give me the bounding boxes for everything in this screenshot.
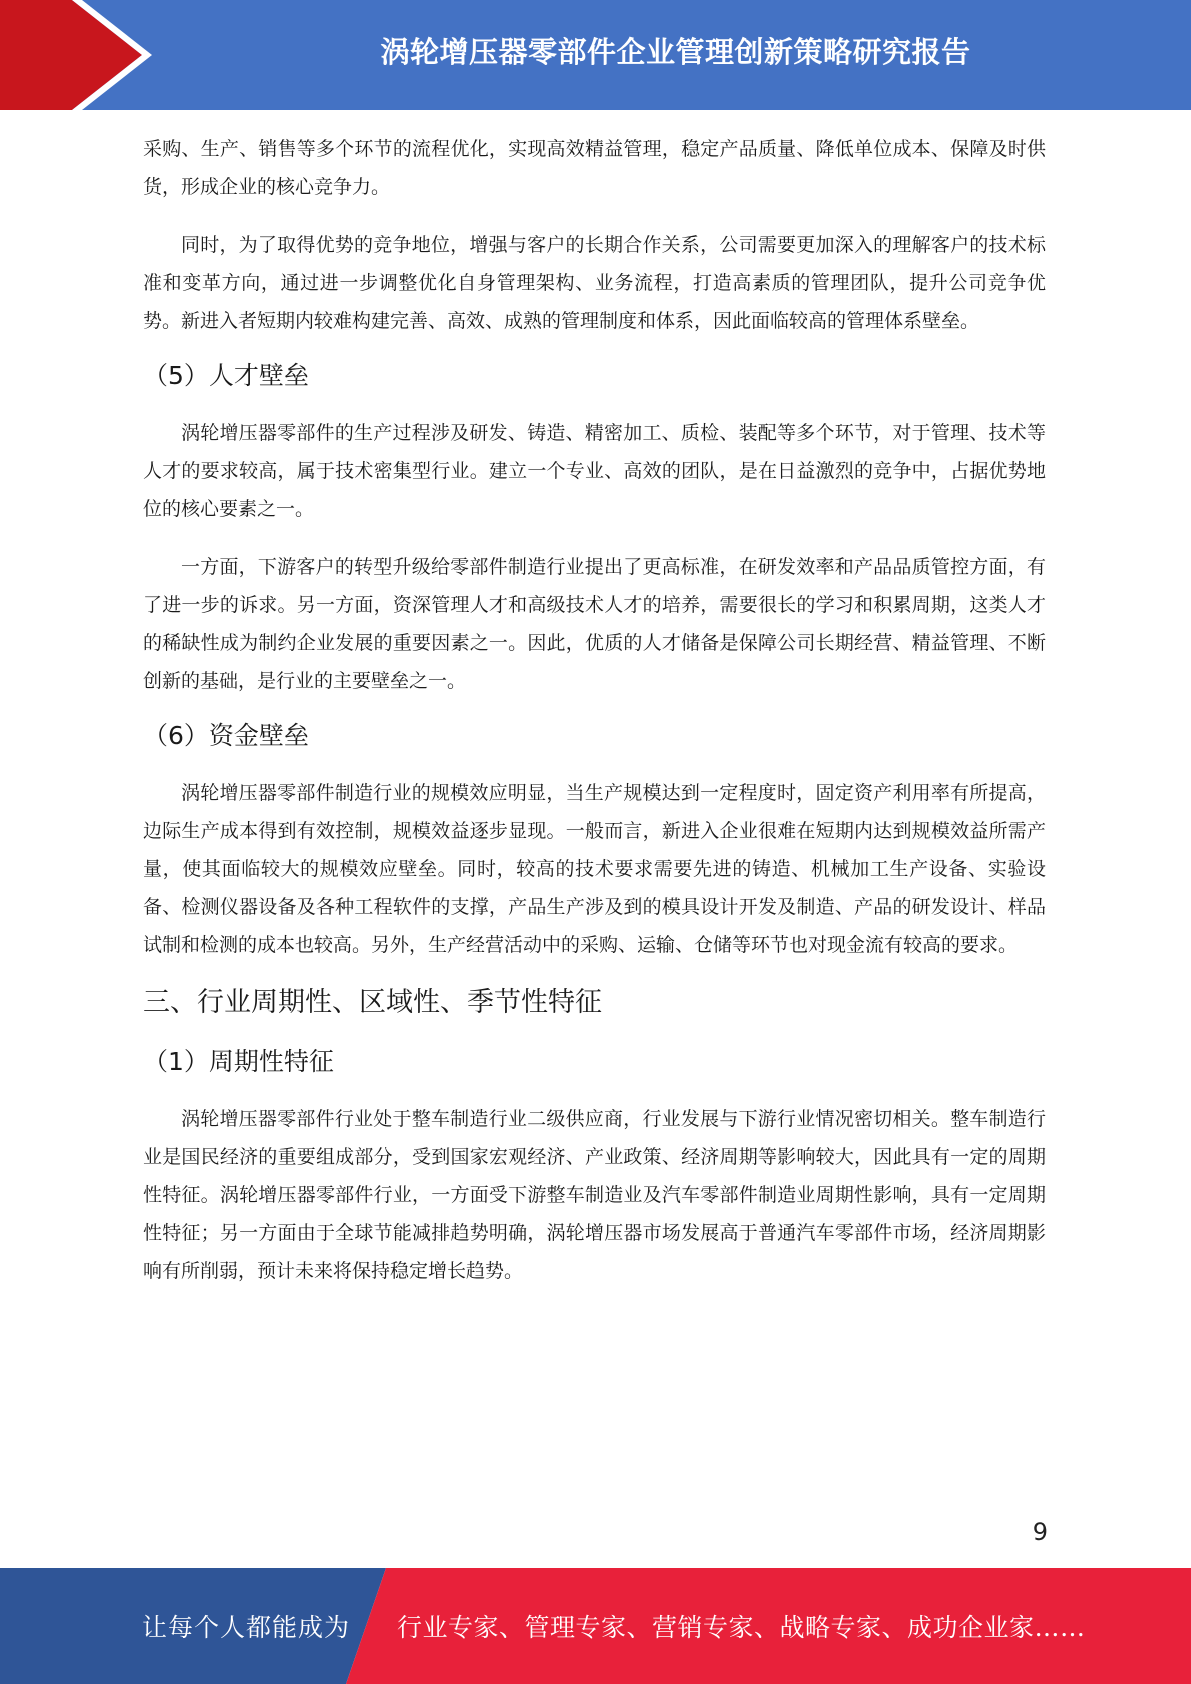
document-body xyxy=(143,130,1046,1290)
header-title: 涡轮增压器零部件企业管理创新策略研究报告 xyxy=(380,34,971,69)
paragraph-management-barrier: 同时，为了取得优势的竞争地位，增强与客户的长期合作关系，公司需要更加深入的理解客户的技术标准和变革方向，通过进一步调整优化自身管理架构、业务流程，打造高素质的管理团队，提升公司竞争优势。新进入者短期内较难构建完善、高效、成熟的管理制度和体系，因此面临较高的管理体系壁垒。 xyxy=(143,234,1046,332)
paragraph-capital: 涡轮增压器零部件制造行业的规模效应明显，当生产规模达到一定程度时，固定资产利用率有所提高，边际生产成本得到有效控制，规模效益逐步显现。一般而言，新进入企业很难在短期内达到规模效益所需产量，使其面临较大的规模效应壁垒。同时，较高的技术要求需要先进的铸造、机械加工生产设备、实验设备、检测仪器设备及各种工程软件的支撑，产品生产涉及到的模具设计开发及制造、产品的研发设计、样品试制和检测的成本也较高。另外，生产经营活动中的采购、运输、仓储等环节也对现金流有较高的要求。 xyxy=(143,782,1046,956)
header-arrow-icon xyxy=(0,0,160,110)
paragraph-continued: 采购、生产、销售等多个环节的流程优化，实现高效精益管理，稳定产品质量、降低单位成本、保障及时供货，形成企业的核心竞争力。 xyxy=(143,138,1046,198)
paragraph-talent-1: 涡轮增压器零部件的生产过程涉及研发、铸造、精密加工、质检、装配等多个环节，对于管理、技术等人才的要求较高，属于技术密集型行业。建立一个专业、高效的团队，是在日益激烈的竞争中，占据优势地位的核心要素之一。 xyxy=(143,422,1046,520)
heading-section-three: 三、行业周期性、区域性、季节性特征 xyxy=(143,987,602,1018)
page-number: 9 xyxy=(1032,1518,1048,1546)
paragraph-talent-2: 一方面，下游客户的转型升级给零部件制造行业提出了更高标准，在研发效率和产品品质管控方面，有了进一步的诉求。另一方面，资深管理人才和高级技术人才的培养，需要很长的学习和积累周期，这类人才的稀缺性成为制约企业发展的重要因素之一。因此，优质的人才储备是保障公司长期经营、精益管理、不断创新的基础，是行业的主要壁垒之一。 xyxy=(143,556,1046,692)
footer-slogan-left: 让每个人都能成为 xyxy=(142,1613,351,1642)
footer-slogan-right: 行业专家、管理专家、营销专家、战略专家、成功企业家…… xyxy=(397,1613,1086,1642)
heading-talent-barrier: （5）人才壁垒 xyxy=(143,361,309,390)
page-header xyxy=(0,0,1191,110)
paragraph-cyclicality: 涡轮增压器零部件行业处于整车制造行业二级供应商，行业发展与下游行业情况密切相关。整车制造行业是国民经济的重要组成部分，受到国家宏观经济、产业政策、经济周期等影响较大，因此具有一定的周期性特征。涡轮增压器零部件行业，一方面受下游整车制造业及汽车零部件制造业周期性影响，具有一定周期性特征；另一方面由于全球节能减排趋势明确，涡轮增压器市场发展高于普通汽车零部件市场，经济周期影响有所削弱，预计未来将保持稳定增长趋势。 xyxy=(143,1108,1046,1282)
heading-capital-barrier: （6）资金壁垒 xyxy=(143,721,309,750)
heading-cyclicality: （1）周期性特征 xyxy=(143,1047,334,1076)
page-footer xyxy=(0,1568,1191,1684)
